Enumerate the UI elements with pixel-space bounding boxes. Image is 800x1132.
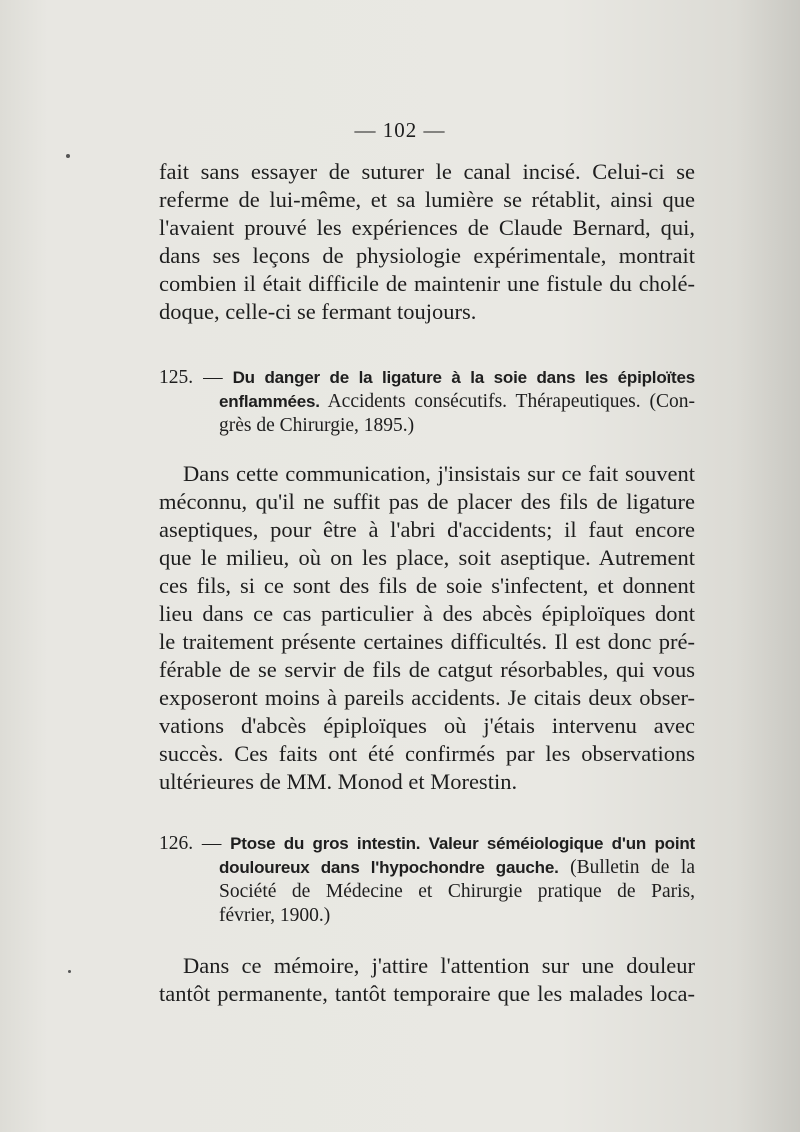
text-line: exposeront moins à pareils accidents. Je citais deux obser- bbox=[159, 685, 695, 710]
entry-number: 125. bbox=[159, 367, 194, 388]
entry-title-line bbox=[159, 856, 695, 880]
text-line: Dans cette communication, j'insistais sur ce fait souvent bbox=[183, 461, 695, 486]
entry-source: Société de Médecine et Chirurgie pratique de Paris, bbox=[219, 881, 695, 902]
text-line: le traitement présente certaines difficultés. Il est donc pré- bbox=[159, 629, 695, 654]
dust-speck bbox=[66, 154, 70, 158]
text-line: méconnu, qu'il ne suffit pas de placer des fils de ligature bbox=[159, 489, 695, 514]
entry-source: février, 1900.) bbox=[219, 905, 331, 926]
text-line: combien il était difficile de maintenir une fistule du cholé- bbox=[159, 271, 695, 296]
page-number: — 102 — bbox=[354, 118, 446, 142]
entry-description: Accidents consécutifs. Thérapeutiques. (Con- bbox=[319, 391, 695, 412]
text-line: doque, celle-ci se fermant toujours. bbox=[159, 299, 477, 324]
entry-dash: — bbox=[193, 367, 233, 388]
text-line: succès. Ces faits ont été confirmés par les observations bbox=[159, 741, 695, 766]
text-line: referme de lui-même, et sa lumière se rétablit, ainsi que bbox=[159, 187, 695, 212]
text-line: ces fils, si ce sont des fils de soie s'infectent, et donnent bbox=[159, 573, 695, 598]
entry-title: douloureux dans l'hypochondre gauche. bbox=[219, 858, 559, 877]
text-line: fait sans essayer de suturer le canal incisé. Celui-ci se bbox=[159, 159, 695, 184]
entry-source: grès de Chirurgie, 1895.) bbox=[219, 415, 415, 436]
text-line: l'avaient prouvé les expériences de Claude Bernard, qui, bbox=[159, 215, 695, 240]
text-line: vations d'abcès épiploïques où j'étais intervenu avec bbox=[159, 713, 695, 738]
bibliography-entry-125 bbox=[159, 366, 695, 438]
text-line: férable de se servir de fils de catgut résorbables, qui vous bbox=[159, 657, 695, 682]
bibliography-entry-126 bbox=[159, 832, 695, 928]
entry-title: Du danger de la ligature à la soie dans les épiploïtes bbox=[232, 368, 695, 387]
dust-speck bbox=[68, 970, 71, 973]
entry-title: enflammées. bbox=[219, 392, 320, 411]
entry-title-line bbox=[159, 390, 695, 414]
entry-title: Ptose du gros intestin. Valeur séméiologique d'un point bbox=[230, 834, 695, 853]
text-line: ultérieures de MM. Monod et Morestin. bbox=[159, 769, 518, 794]
text-line: aseptiques, pour être à l'abri d'accidents; il faut encore bbox=[159, 517, 695, 542]
text-line: dans ses leçons de physiologie expérimentale, montrait bbox=[159, 243, 695, 268]
paragraph-continuation bbox=[159, 158, 695, 326]
entry-number: 126. bbox=[159, 833, 194, 854]
text-line: Dans ce mémoire, j'attire l'attention sur une douleur bbox=[183, 953, 695, 978]
entry-title-line bbox=[159, 366, 695, 390]
entry-description: (Bulletin de la bbox=[558, 857, 695, 878]
paragraph-summary-125 bbox=[159, 460, 695, 796]
text-line: que le milieu, où on les place, soit aseptique. Autrement bbox=[159, 545, 695, 570]
text-line: lieu dans ce cas particulier à des abcès épiploïques dont bbox=[159, 601, 695, 626]
paragraph-summary-126 bbox=[159, 952, 695, 1008]
text-line: tantôt permanente, tantôt temporaire que les malades loca- bbox=[159, 981, 695, 1006]
entry-dash: — bbox=[193, 833, 231, 854]
entry-title-line bbox=[159, 832, 695, 856]
